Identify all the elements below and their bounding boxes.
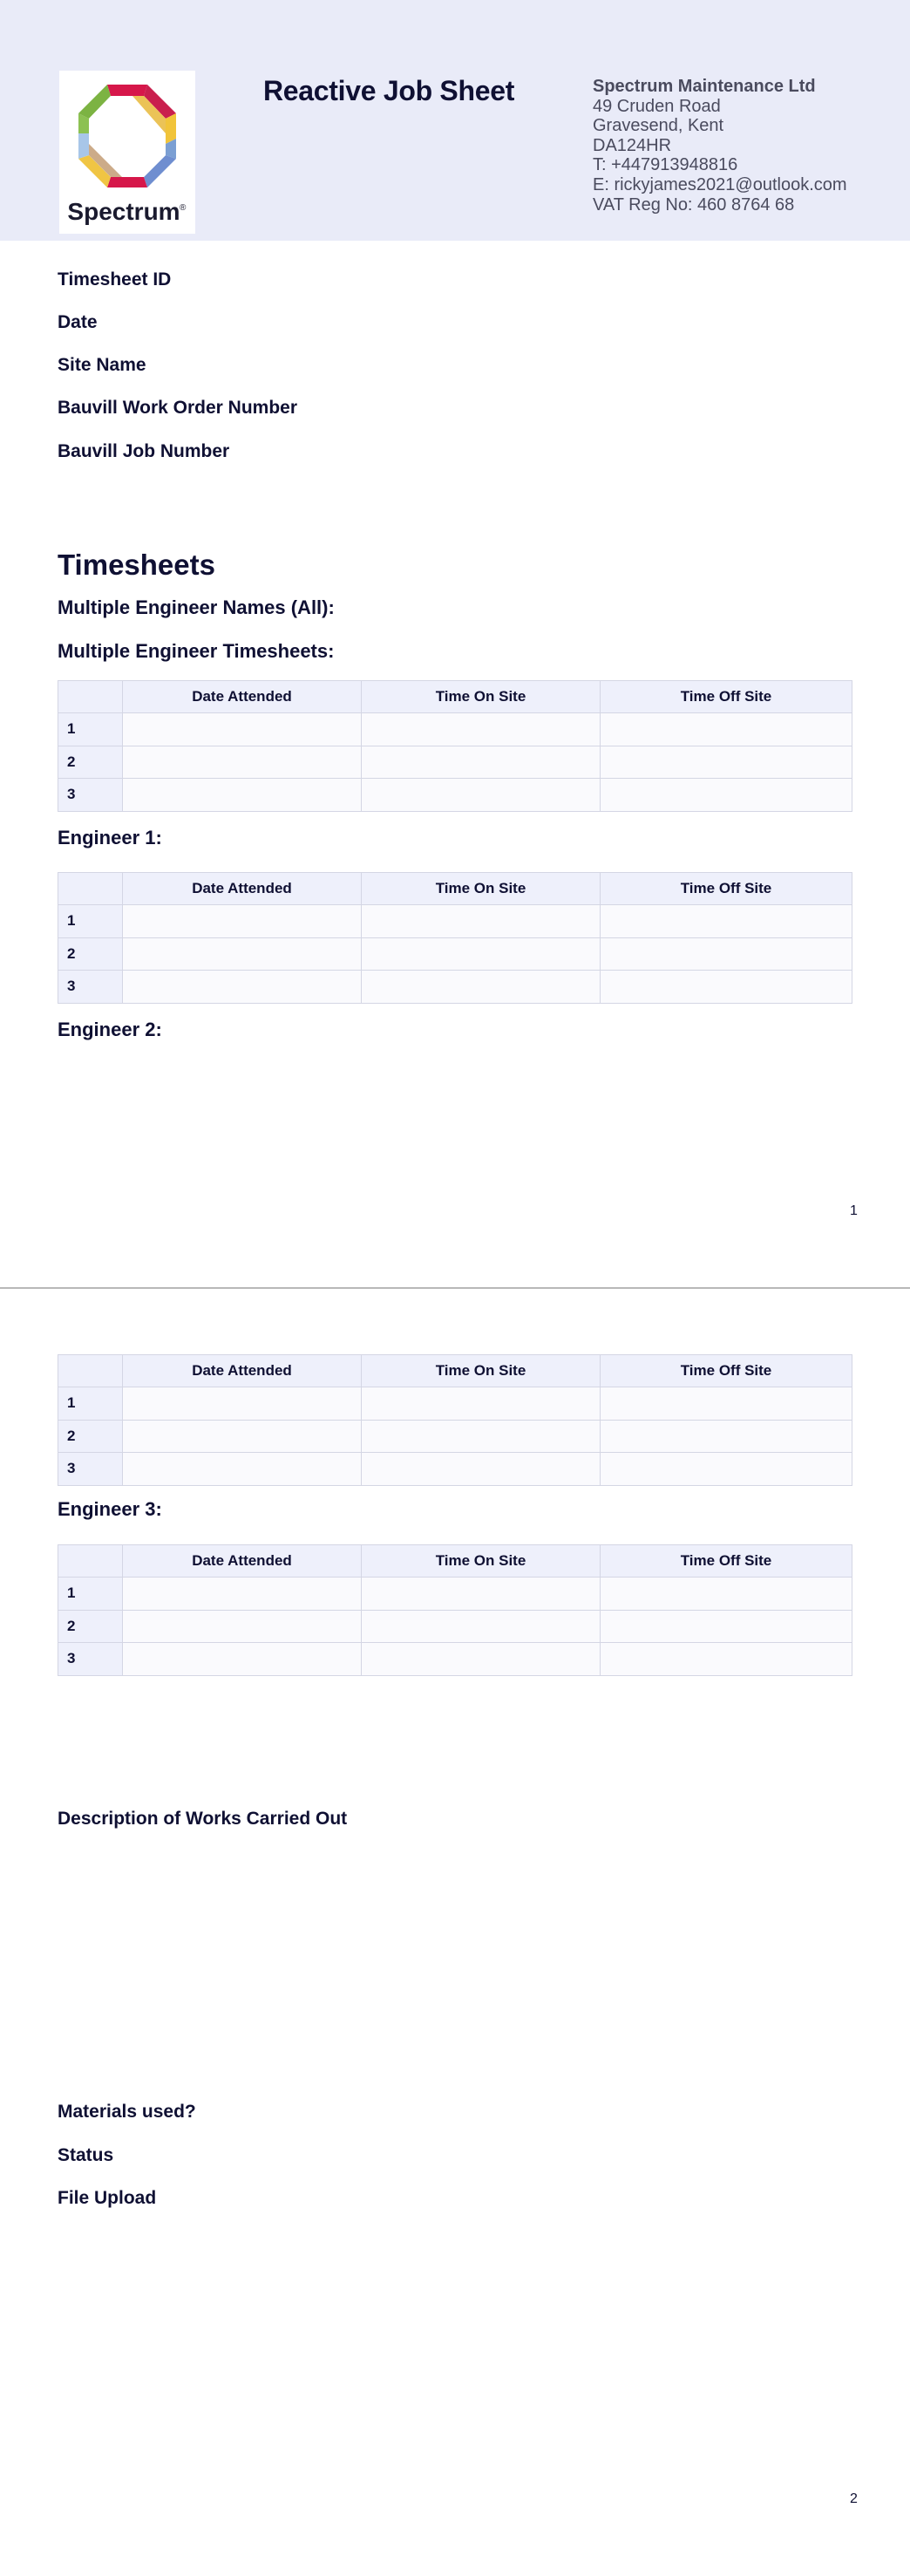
table-header-row xyxy=(58,873,852,905)
engineer-3-timesheet-table xyxy=(58,1544,852,1676)
date-attended-cell[interactable] xyxy=(123,779,362,812)
engineer-1-timesheet-table xyxy=(58,872,852,1004)
time-on-site-cell[interactable] xyxy=(362,746,601,779)
multi-engineer-timesheets-label: Multiple Engineer Timesheets: xyxy=(58,640,335,662)
row-number: 3 xyxy=(58,779,123,812)
table-row xyxy=(58,746,852,779)
engineer-2-timesheet-table xyxy=(58,1354,852,1486)
company-vat: VAT Reg No: 460 8764 68 xyxy=(593,194,795,215)
table-header-row xyxy=(58,1355,852,1387)
engineer-1-label: Engineer 1: xyxy=(58,827,162,848)
row-number: 3 xyxy=(58,971,123,1004)
table-header-row xyxy=(58,1545,852,1578)
description-of-works-label: Description of Works Carried Out xyxy=(58,1809,348,1829)
date-attended-cell[interactable] xyxy=(123,1420,362,1453)
column-header-time-off-site: Time Off Site xyxy=(601,1545,852,1578)
column-header-index xyxy=(58,1545,123,1578)
time-on-site-cell[interactable] xyxy=(362,713,601,746)
header-band xyxy=(0,0,910,241)
company-phone: T: +447913948816 xyxy=(593,155,738,175)
table-header-row xyxy=(58,681,852,713)
time-off-site-cell[interactable] xyxy=(601,971,852,1004)
time-off-site-cell[interactable] xyxy=(601,713,852,746)
time-off-site-cell[interactable] xyxy=(601,1643,852,1676)
time-on-site-cell[interactable] xyxy=(362,905,601,938)
column-header-time-on-site: Time On Site xyxy=(362,873,601,905)
table-row xyxy=(58,937,852,971)
company-details xyxy=(593,77,847,215)
column-header-date-attended: Date Attended xyxy=(123,681,362,713)
time-off-site-cell[interactable] xyxy=(601,779,852,812)
time-on-site-cell[interactable] xyxy=(362,971,601,1004)
page-title: Reactive Job Sheet xyxy=(263,75,515,106)
column-header-time-off-site: Time Off Site xyxy=(601,873,852,905)
table-row xyxy=(58,713,852,746)
time-on-site-cell[interactable] xyxy=(362,1420,601,1453)
column-header-time-on-site: Time On Site xyxy=(362,1355,601,1387)
row-number: 1 xyxy=(58,1387,123,1421)
column-header-date-attended: Date Attended xyxy=(123,873,362,905)
row-number: 2 xyxy=(58,1610,123,1643)
page-number: 2 xyxy=(850,2491,858,2506)
column-header-date-attended: Date Attended xyxy=(123,1355,362,1387)
row-number: 3 xyxy=(58,1453,123,1486)
time-on-site-cell[interactable] xyxy=(362,1578,601,1611)
column-header-index xyxy=(58,681,123,713)
table-row xyxy=(58,1578,852,1611)
date-attended-cell[interactable] xyxy=(123,746,362,779)
file-upload-label: File Upload xyxy=(58,2188,157,2208)
engineer-3-label: Engineer 3: xyxy=(58,1498,162,1520)
site-name-label: Site Name xyxy=(58,355,146,375)
date-attended-cell[interactable] xyxy=(123,713,362,746)
date-attended-cell[interactable] xyxy=(123,971,362,1004)
time-on-site-cell[interactable] xyxy=(362,1643,601,1676)
date-attended-cell[interactable] xyxy=(123,1610,362,1643)
table-row xyxy=(58,1387,852,1421)
company-address-line1: 49 Cruden Road xyxy=(593,96,721,116)
time-on-site-cell[interactable] xyxy=(362,1387,601,1421)
time-off-site-cell[interactable] xyxy=(601,746,852,779)
row-number: 1 xyxy=(58,713,123,746)
time-on-site-cell[interactable] xyxy=(362,1453,601,1486)
timesheet-id-label: Timesheet ID xyxy=(58,269,172,290)
time-off-site-cell[interactable] xyxy=(601,1453,852,1486)
date-attended-cell[interactable] xyxy=(123,1453,362,1486)
company-postcode: DA124HR xyxy=(593,135,672,155)
column-header-index xyxy=(58,1355,123,1387)
date-label: Date xyxy=(58,312,98,332)
column-header-time-on-site: Time On Site xyxy=(362,1545,601,1578)
column-header-time-off-site: Time Off Site xyxy=(601,681,852,713)
row-number: 3 xyxy=(58,1643,123,1676)
table-row xyxy=(58,905,852,938)
time-off-site-cell[interactable] xyxy=(601,1420,852,1453)
column-header-index xyxy=(58,873,123,905)
page-2 xyxy=(0,1289,910,2576)
logo-registered-mark: ® xyxy=(180,203,187,213)
company-email: E: rickyjames2021@outlook.com xyxy=(593,174,847,194)
time-on-site-cell[interactable] xyxy=(362,779,601,812)
date-attended-cell[interactable] xyxy=(123,1578,362,1611)
engineer-2-label: Engineer 2: xyxy=(58,1019,162,1040)
status-label: Status xyxy=(58,2145,114,2165)
column-header-time-on-site: Time On Site xyxy=(362,681,601,713)
date-attended-cell[interactable] xyxy=(123,937,362,971)
multi-engineer-timesheet-table xyxy=(58,680,852,812)
row-number: 1 xyxy=(58,1578,123,1611)
company-name: Spectrum Maintenance Ltd xyxy=(593,77,816,96)
company-logo xyxy=(59,71,195,234)
row-number: 2 xyxy=(58,937,123,971)
table-row xyxy=(58,1643,852,1676)
logo-text: Spectrum xyxy=(67,198,180,225)
row-number: 2 xyxy=(58,746,123,779)
page-1 xyxy=(0,0,910,1287)
timesheets-heading: Timesheets xyxy=(58,549,215,581)
row-number: 2 xyxy=(58,1420,123,1453)
row-number: 1 xyxy=(58,905,123,938)
work-order-label: Bauvill Work Order Number xyxy=(58,398,298,418)
table-row xyxy=(58,779,852,812)
time-off-site-cell[interactable] xyxy=(601,905,852,938)
time-off-site-cell[interactable] xyxy=(601,937,852,971)
table-row xyxy=(58,1453,852,1486)
job-number-label: Bauvill Job Number xyxy=(58,441,230,461)
date-attended-cell[interactable] xyxy=(123,905,362,938)
date-attended-cell[interactable] xyxy=(123,1643,362,1676)
date-attended-cell[interactable] xyxy=(123,1387,362,1421)
materials-used-label: Materials used? xyxy=(58,2102,196,2122)
time-on-site-cell[interactable] xyxy=(362,1610,601,1643)
table-row xyxy=(58,971,852,1004)
time-off-site-cell[interactable] xyxy=(601,1578,852,1611)
page-number: 1 xyxy=(850,1203,858,1218)
time-off-site-cell[interactable] xyxy=(601,1610,852,1643)
time-on-site-cell[interactable] xyxy=(362,937,601,971)
table-row xyxy=(58,1610,852,1643)
time-off-site-cell[interactable] xyxy=(601,1387,852,1421)
octagon-logo-icon xyxy=(59,71,195,234)
multi-engineer-names-label: Multiple Engineer Names (All): xyxy=(58,596,335,618)
company-address-line2: Gravesend, Kent xyxy=(593,116,724,136)
table-row xyxy=(58,1420,852,1453)
column-header-time-off-site: Time Off Site xyxy=(601,1355,852,1387)
column-header-date-attended: Date Attended xyxy=(123,1545,362,1578)
